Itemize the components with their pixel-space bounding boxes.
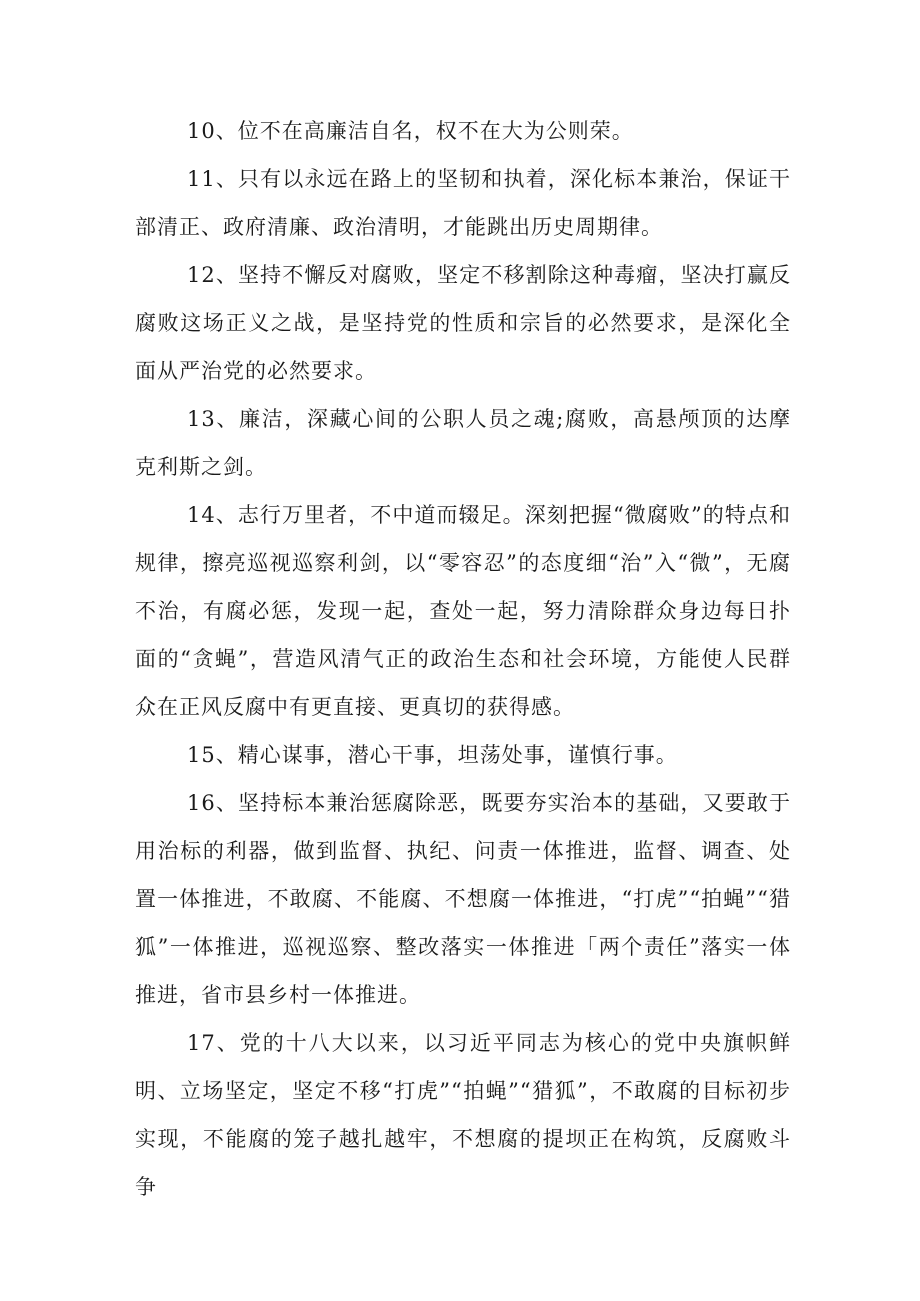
document-body [135,107,791,1211]
paragraph-16: 16、坚持标本兼治惩腐除恶，既要夯实治本的基础，又要敢于用治标的利器，做到监督、执纪、问责一体推进，监督、调查、处置一体推进，不敢腐、不能腐、不想腐一体推进，“打虎”“拍蝇”“猎狐”一体推进，巡视巡察、整改落实一体推进「两个责任”落实一体推进，省市县乡村一体推进。 [135,791,791,1007]
paragraph-13: 13、廉洁，深藏心间的公职人员之魂;腐败，高悬颅顶的达摩克利斯之剑。 [135,407,791,479]
paragraph-10: 10、位不在高廉洁自名，权不在大为公则荣。 [187,119,634,143]
paragraph-12: 12、坚持不懈反对腐败，坚定不移割除这种毒瘤，坚决打赢反腐败这场正义之战，是坚持党的性质和宗旨的必然要求，是深化全面从严治党的必然要求。 [135,263,791,383]
paragraph-17: 17、党的十八大以来，以习近平同志为核心的党中央旗帜鲜明、立场坚定，坚定不移“打虎”“拍蝇”“猎狐”，不敢腐的目标初步实现，不能腐的笼子越扎越牢，不想腐的提坝正在构筑，反腐败斗争 [135,1031,791,1199]
paragraph-14: 14、志行万里者，不中道而辍足。深刻把握“微腐败”的特点和规律，擦亮巡视巡察利剑，以“零容忍”的态度细“治”入“微”，无腐不治，有腐必惩，发现一起，查处一起，努力清除群众身边每日扑面的“贪蝇”，营造风清气正的政治生态和社会环境，方能使人民群众在正风反腐中有更直接、更真切的获得感。 [135,503,791,719]
paragraph-15: 15、精心谋事，潜心干事，坦荡处事，谨慎行事。 [187,743,678,767]
paragraph-11: 11、只有以永远在路上的坚韧和执着，深化标本兼治，保证干部清正、政府清廉、政治清明，才能跳出历史周期律。 [135,167,791,239]
